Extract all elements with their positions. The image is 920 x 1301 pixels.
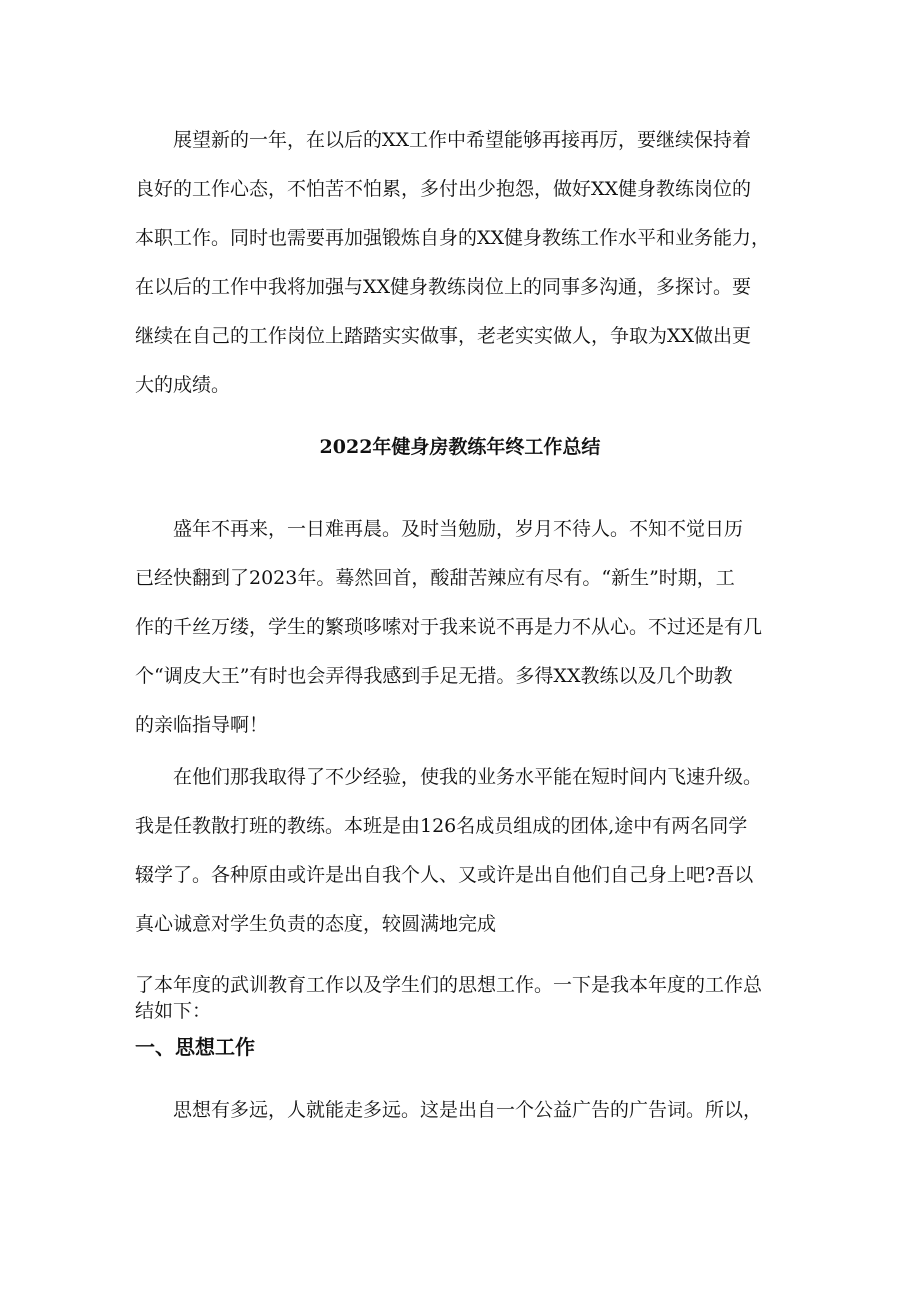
text-line: 已经快翻到了2023年。蓦然回首，酸甜苦辣应有尽有。“新生”时期，工 <box>135 567 735 589</box>
text-line: 作的千丝万缕，学生的繁琐哆嗦对于我来说不再是力不从心。不过还是有几 <box>135 616 763 638</box>
document-title: 2022年健身房教练年终工作总结 <box>319 436 601 458</box>
paragraph-intro <box>135 505 800 750</box>
text-line: 在以后的工作中我将加强与XX健身教练岗位上的同事多沟通，多探讨。要 <box>135 276 752 298</box>
paragraph-thought <box>135 1086 800 1135</box>
text-line: 我是任教散打班的教练。本班是由126名成员组成的团体,途中有两名同学 <box>135 815 748 837</box>
text-line: 展望新的一年，在以后的XX工作中希望能够再接再厉，要继续保持着 <box>173 129 752 151</box>
text-line: 思想有多远，人就能走多远。这是出自一个公益广告的广告词。所以， <box>173 1099 763 1121</box>
text-line: 盛年不再来，一日难再晨。及时当勉励，岁月不待人。不知不觉日历 <box>173 518 744 540</box>
text-line: 的亲临指导啊！ <box>135 714 269 736</box>
section-heading-thought-work: 一、思想工作 <box>135 1035 255 1059</box>
text-line: 辍学了。各种原由或许是出自我个人、又或许是出自他们自己身上吧?吾以 <box>135 864 754 886</box>
text-line: 本职工作。同时也需要再加强锻炼自身的XX健身教练工作水平和业务能力， <box>135 227 771 249</box>
paragraph-continuation <box>135 972 800 1024</box>
text-line: 良好的工作心态，不怕苦不怕累，多付出少抱怨，做好XX健身教练岗位的 <box>135 178 752 200</box>
text-line: 大的成绩。 <box>135 374 231 396</box>
text-line: 在他们那我取得了不少经验，使我的业务水平能在短时间内飞速升级。 <box>173 766 763 788</box>
paragraph-experience <box>135 753 800 949</box>
text-line: 了本年度的武训教育工作以及学生们的思想工作。一下是我本年度的工作总 <box>135 974 763 996</box>
text-line: 个“调皮大王”有时也会弄得我感到手足无措。多得XX教练以及几个助教 <box>135 665 733 687</box>
paragraph-closing-outlook <box>135 116 800 410</box>
text-line: 真心诚意对学生负责的态度，较圆满地完成 <box>135 913 497 935</box>
text-line: 结如下： <box>135 1000 212 1022</box>
text-line: 继续在自己的工作岗位上踏踏实实做事，老老实实做人，争取为XX做出更 <box>135 325 752 347</box>
